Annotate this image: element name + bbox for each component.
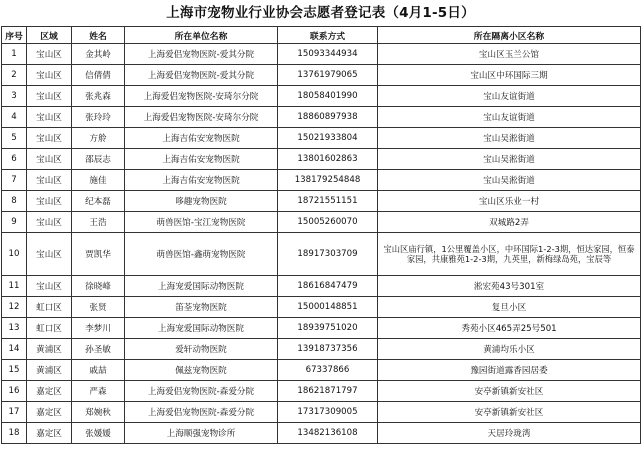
cell-unit: 萌兽医馆-鑫萌宠物医院 [125, 233, 278, 276]
cell-area: 宝山区 [27, 86, 72, 107]
cell-name: 信倩倩 [72, 65, 125, 86]
cell-area: 宝山区 [27, 149, 72, 170]
cell-unit: 上海爱侣宠物医院-森爱分院 [125, 381, 278, 402]
cell-unit: 佩兹宠物医院 [125, 360, 278, 381]
cell-community: 豫园街道露香园居委 [378, 360, 641, 381]
cell-no: 7 [2, 170, 27, 191]
table-row [2, 318, 641, 339]
cell-no: 3 [2, 86, 27, 107]
cell-area: 宝山区 [27, 107, 72, 128]
cell-no: 15 [2, 360, 27, 381]
cell-no: 1 [2, 44, 27, 65]
table-row [2, 360, 641, 381]
cell-unit: 笛荃宠物医院 [125, 297, 278, 318]
cell-area: 宝山区 [27, 276, 72, 297]
header-community: 所在隔离小区名称 [378, 27, 641, 44]
cell-area: 宝山区 [27, 170, 72, 191]
cell-unit: 上海吉佑安宠物医院 [125, 149, 278, 170]
header-name: 姓名 [72, 27, 125, 44]
cell-name: 严森 [72, 381, 125, 402]
cell-no: 9 [2, 212, 27, 233]
cell-area: 嘉定区 [27, 402, 72, 423]
cell-name: 张贤 [72, 297, 125, 318]
cell-contact: 18621871797 [278, 381, 378, 402]
cell-name: 孙圣敏 [72, 339, 125, 360]
cell-community: 宝山友谊街道 [378, 107, 641, 128]
cell-name: 邵辰志 [72, 149, 125, 170]
cell-unit: 萌兽医馆-宝江宠物医院 [125, 212, 278, 233]
table-row [2, 276, 641, 297]
cell-area: 黄浦区 [27, 360, 72, 381]
table-row [2, 149, 641, 170]
cell-name: 贾凯华 [72, 233, 125, 276]
cell-no: 2 [2, 65, 27, 86]
volunteer-table [1, 26, 641, 444]
cell-no: 14 [2, 339, 27, 360]
cell-community: 秀苑小区465弄25号501 [378, 318, 641, 339]
cell-name: 徐晓峰 [72, 276, 125, 297]
table-row [2, 107, 641, 128]
cell-no: 12 [2, 297, 27, 318]
cell-contact: 15000148851 [278, 297, 378, 318]
table-header-row [2, 27, 641, 44]
cell-name: 张兆森 [72, 86, 125, 107]
cell-community: 宝山友谊街道 [378, 86, 641, 107]
cell-unit: 上海吉佑安宠物医院 [125, 170, 278, 191]
table-row [2, 339, 641, 360]
cell-area: 宝山区 [27, 128, 72, 149]
cell-name: 张媛媛 [72, 423, 125, 444]
cell-no: 13 [2, 318, 27, 339]
table-row [2, 128, 641, 149]
cell-unit: 上海宠爱国际动物医院 [125, 318, 278, 339]
header-contact: 联系方式 [278, 27, 378, 44]
cell-area: 黄浦区 [27, 339, 72, 360]
table-row [2, 170, 641, 191]
cell-name: 李梦川 [72, 318, 125, 339]
cell-area: 嘉定区 [27, 423, 72, 444]
cell-contact: 15093344934 [278, 44, 378, 65]
cell-area: 宝山区 [27, 65, 72, 86]
table-row [2, 423, 641, 444]
cell-contact: 13482136108 [278, 423, 378, 444]
cell-contact: 18058401990 [278, 86, 378, 107]
cell-community: 宝山吴淞街道 [378, 149, 641, 170]
cell-no: 8 [2, 191, 27, 212]
header-no: 序号 [2, 27, 27, 44]
cell-community: 安亭新镇新安社区 [378, 402, 641, 423]
cell-contact: 13801602863 [278, 149, 378, 170]
cell-area: 宝山区 [27, 233, 72, 276]
cell-no: 16 [2, 381, 27, 402]
header-area: 区域 [27, 27, 72, 44]
cell-community: 宝山区乐业一村 [378, 191, 641, 212]
cell-area: 虹口区 [27, 297, 72, 318]
cell-no: 18 [2, 423, 27, 444]
cell-community: 双城路2弄 [378, 212, 641, 233]
table-row [2, 297, 641, 318]
cell-name: 张玲玲 [72, 107, 125, 128]
table-row [2, 44, 641, 65]
cell-unit: 上海爱侣宠物医院-爱其分院 [125, 65, 278, 86]
cell-contact: 15021933804 [278, 128, 378, 149]
cell-area: 宝山区 [27, 44, 72, 65]
cell-name: 方舲 [72, 128, 125, 149]
cell-contact: 18721551151 [278, 191, 378, 212]
cell-contact: 18616847479 [278, 276, 378, 297]
cell-unit: 上海爱侣宠物医院-安琦尔分院 [125, 107, 278, 128]
cell-area: 宝山区 [27, 212, 72, 233]
cell-contact: 18917303709 [278, 233, 378, 276]
cell-no: 6 [2, 149, 27, 170]
cell-unit: 上海爱侣宠物医院-森爱分院 [125, 402, 278, 423]
cell-community: 黄浦均乐小区 [378, 339, 641, 360]
cell-area: 宝山区 [27, 191, 72, 212]
cell-name: 纪本磊 [72, 191, 125, 212]
cell-community: 淞宏苑43号301室 [378, 276, 641, 297]
table-row [2, 212, 641, 233]
cell-unit: 上海顺强宠物诊所 [125, 423, 278, 444]
cell-no: 17 [2, 402, 27, 423]
table-row [2, 381, 641, 402]
cell-area: 嘉定区 [27, 381, 72, 402]
page-title: 上海市宠物业行业协会志愿者登记表（4月1-5日） [166, 5, 475, 21]
table-row [2, 86, 641, 107]
cell-name: 郑婉秋 [72, 402, 125, 423]
cell-unit: 哆趣宠物医院 [125, 191, 278, 212]
cell-community: 宝山区庙行镇，1公里覆盖小区，中环国际1-2-3期，恒达家园，恒泰家园，共康雅苑1-2-3期，九英里，新梅绿岛苑，宝辰等 [378, 233, 641, 276]
cell-unit: 上海爱侣宠物医院-爱其分院 [125, 44, 278, 65]
cell-community: 宝山吴淞街道 [378, 170, 641, 191]
cell-community: 宝山区中环国际三期 [378, 65, 641, 86]
table-body [2, 44, 641, 444]
header-unit: 所在单位名称 [125, 27, 278, 44]
cell-unit: 上海吉佑安宠物医院 [125, 128, 278, 149]
cell-name: 王浩 [72, 212, 125, 233]
cell-contact: 138179254848 [278, 170, 378, 191]
cell-community: 宝山吴淞街道 [378, 128, 641, 149]
cell-no: 5 [2, 128, 27, 149]
table-row [2, 65, 641, 86]
cell-no: 4 [2, 107, 27, 128]
cell-contact: 13761979065 [278, 65, 378, 86]
cell-community: 安亭新镇新安社区 [378, 381, 641, 402]
cell-contact: 13918737356 [278, 339, 378, 360]
cell-contact: 15005260070 [278, 212, 378, 233]
cell-community: 宝山区玉兰公馆 [378, 44, 641, 65]
cell-unit: 上海爱侣宠物医院-安琦尔分院 [125, 86, 278, 107]
cell-community: 复旦小区 [378, 297, 641, 318]
cell-name: 施佳 [72, 170, 125, 191]
cell-area: 虹口区 [27, 318, 72, 339]
cell-no: 11 [2, 276, 27, 297]
table-row [2, 402, 641, 423]
cell-contact: 67337866 [278, 360, 378, 381]
cell-contact: 17317309005 [278, 402, 378, 423]
cell-community: 天居玲珑湾 [378, 423, 641, 444]
cell-unit: 爱轩动物医院 [125, 339, 278, 360]
cell-contact: 18939751020 [278, 318, 378, 339]
table-row [2, 233, 641, 276]
cell-no: 10 [2, 233, 27, 276]
table-row [2, 191, 641, 212]
cell-contact: 18860897938 [278, 107, 378, 128]
cell-unit: 上海宠爱国际动物医院 [125, 276, 278, 297]
cell-name: 戚喆 [72, 360, 125, 381]
cell-name: 金其岭 [72, 44, 125, 65]
